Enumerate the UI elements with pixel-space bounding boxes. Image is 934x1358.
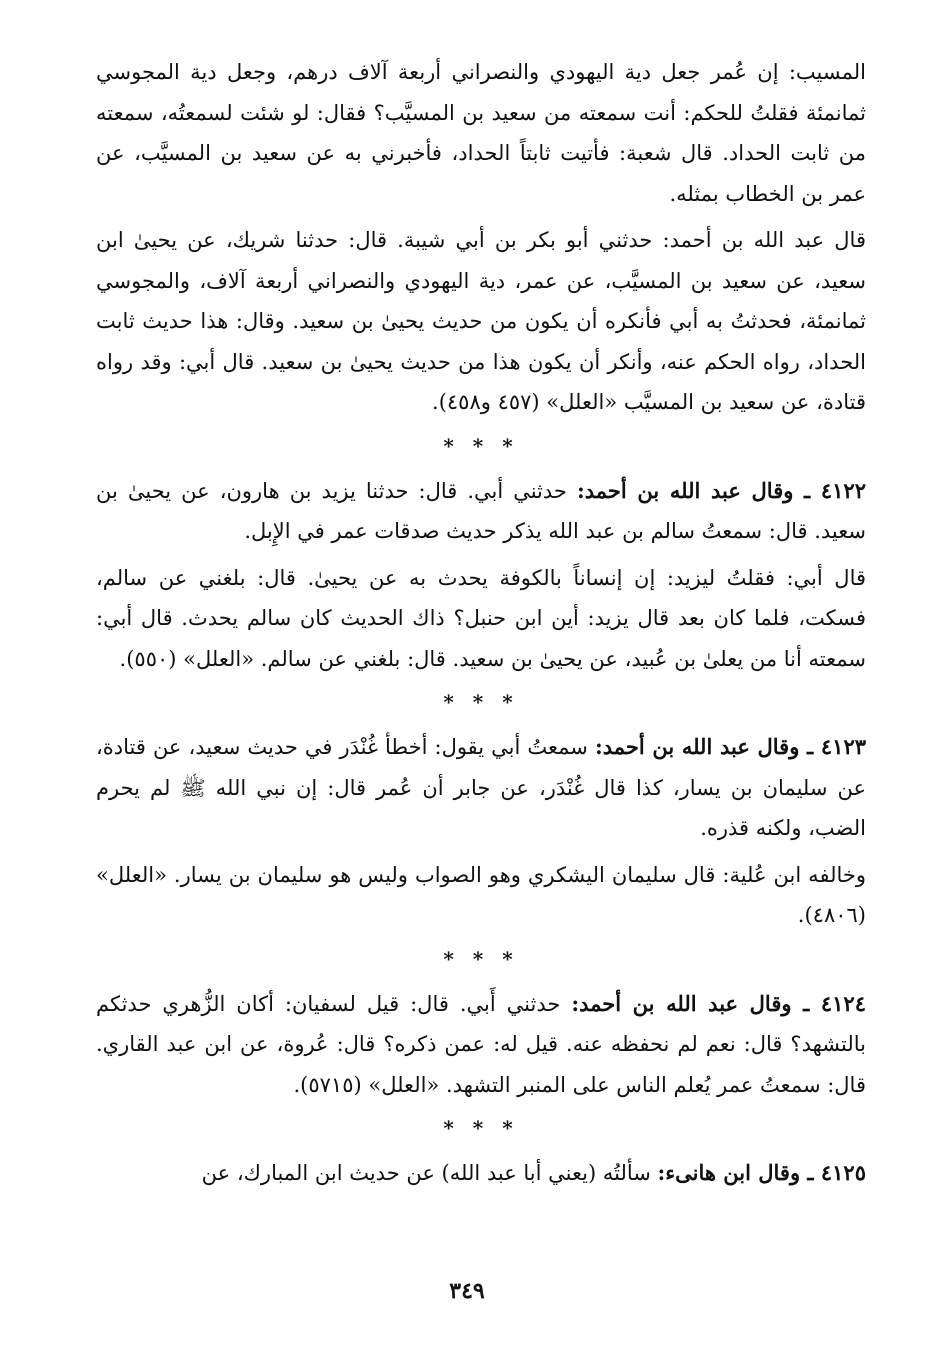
entry-body: حدثني أَبي. قال: قيل لسفيان: أكان الزُّهري حدثكم بالتشهد؟ قال: نعم لم نحفظه عنه. قيل له: عمن ذكره؟ قال: عُروة، عن ابن عبد القاري. قال: سمعتُ عمر يُعلم الناس على المنبر التشهد. «العلل» (٥٧١٥). [96, 991, 866, 1097]
entry-number: ٤١٢٥ [820, 1160, 866, 1185]
entry-dash: ـ [800, 1160, 821, 1185]
paragraph-commentary: قال عبد الله بن أحمد: حدثني أبو بكر بن أبي شيبة. قال: حدثنا شريك، عن يحيىٰ ابن سعيد، عن سعيد بن المسيَّب، عن عمر، دية اليهودي والنصراني أربعة آلاف، والمجوسي ثمانمئة، فحدثتُ به أبي فأنكره أن يكون من حديث يحيىٰ بن سعيد. وقال: هذا حديث ثابت الحداد، رواه الحكم عنه، وأنكر أن يكون هذا من حديث يحيىٰ بن سعيد. قال أبي: وقد رواه قتادة، عن سعيد بن المسيَّب «العلل» (٤٥٧ و٤٥٨). [96, 228, 866, 414]
paragraph-continued: المسيب: إن عُمر جعل دية اليهودي والنصراني أربعة آلاف درهم، وجعل دية المجوسي ثمانمئة فقلتُ للحكم: أنت سمعته من سعيد بن المسيَّب؟ فقال: لو شئت لسمعتُه، سمعته من ثابت الحداد. قال شعبة: فأتيت ثابتاً الحداد، فأخبرني به عن سعيد بن المسيَّب، عن عمر بن الخطاب بمثله. [96, 60, 866, 206]
entry-body: سمعتُ أبي يقول: أخطأ غُنْدَر في حديث سعيد، عن قتادة، عن سليمان بن يسار، كذا قال غُنْدَر، عن جابر أن عُمر قال: إن نبي الله ﷺ لم يحرم الضب، ولكنه قذره. [96, 735, 866, 840]
entry-4123-continuation: وخالفه ابن عُلية: قال سليمان اليشكري وهو الصواب وليس هو سليمان بن يسار. «العلل» (٤٨٠٦). [96, 862, 866, 927]
entry-number: ٤١٢٢ [820, 477, 866, 503]
entry-speaker: وقال عبد الله بن أحمد: [571, 990, 792, 1016]
entry-4122-continuation: قال أبي: فقلتُ ليزيد: إن إنساناً بالكوفة يحدث به عن يحيىٰ. قال: بلغني عن سالم، فسكت، فلما كان بعد قال يزيد: أين ابن حنبل؟ ذاك الحديث كان سالم يحدث. قال أبي: سمعته أنا من يعلىٰ بن عُبيد، عن يحيىٰ بن سعيد. قال: بلغني عن سالم. «العلل» (٥٥٠). [96, 565, 866, 671]
entry-number: ٤١٢٤ [820, 990, 866, 1016]
entry-dash: ـ [791, 990, 821, 1016]
entry-4123 [96, 727, 866, 849]
section-separator: * * * [443, 1116, 519, 1140]
section-separator: * * * [443, 690, 519, 714]
entry-body: سألتُه (يعني أبا عبد الله) عن حديث ابن المبارك، عن [201, 1161, 658, 1185]
entry-speaker: وقال عبد الله بن أحمد: [576, 477, 794, 503]
entry-4122 [96, 471, 866, 552]
entry-4124 [96, 984, 866, 1106]
entry-dash: ـ [793, 477, 821, 503]
entry-speaker: وقال ابن هانىء: [657, 1160, 801, 1185]
page-number: ٣٤٩ [449, 1278, 485, 1304]
entry-number: ٤١٢٣ [820, 734, 867, 759]
entry-speaker: وقال عبد الله بن أحمد: [594, 734, 800, 759]
entry-dash: ـ [799, 734, 821, 759]
entry-4125 [96, 1153, 866, 1194]
entry-body: حدثني أبي. قال: حدثنا يزيد بن هارون، عن يحيىٰ بن سعيد. قال: سمعتُ سالم بن عبد الله يذكر حديث صدقات عمر في الإِبل. [96, 478, 866, 543]
section-separator: * * * [443, 946, 519, 971]
section-separator: * * * [443, 433, 519, 458]
